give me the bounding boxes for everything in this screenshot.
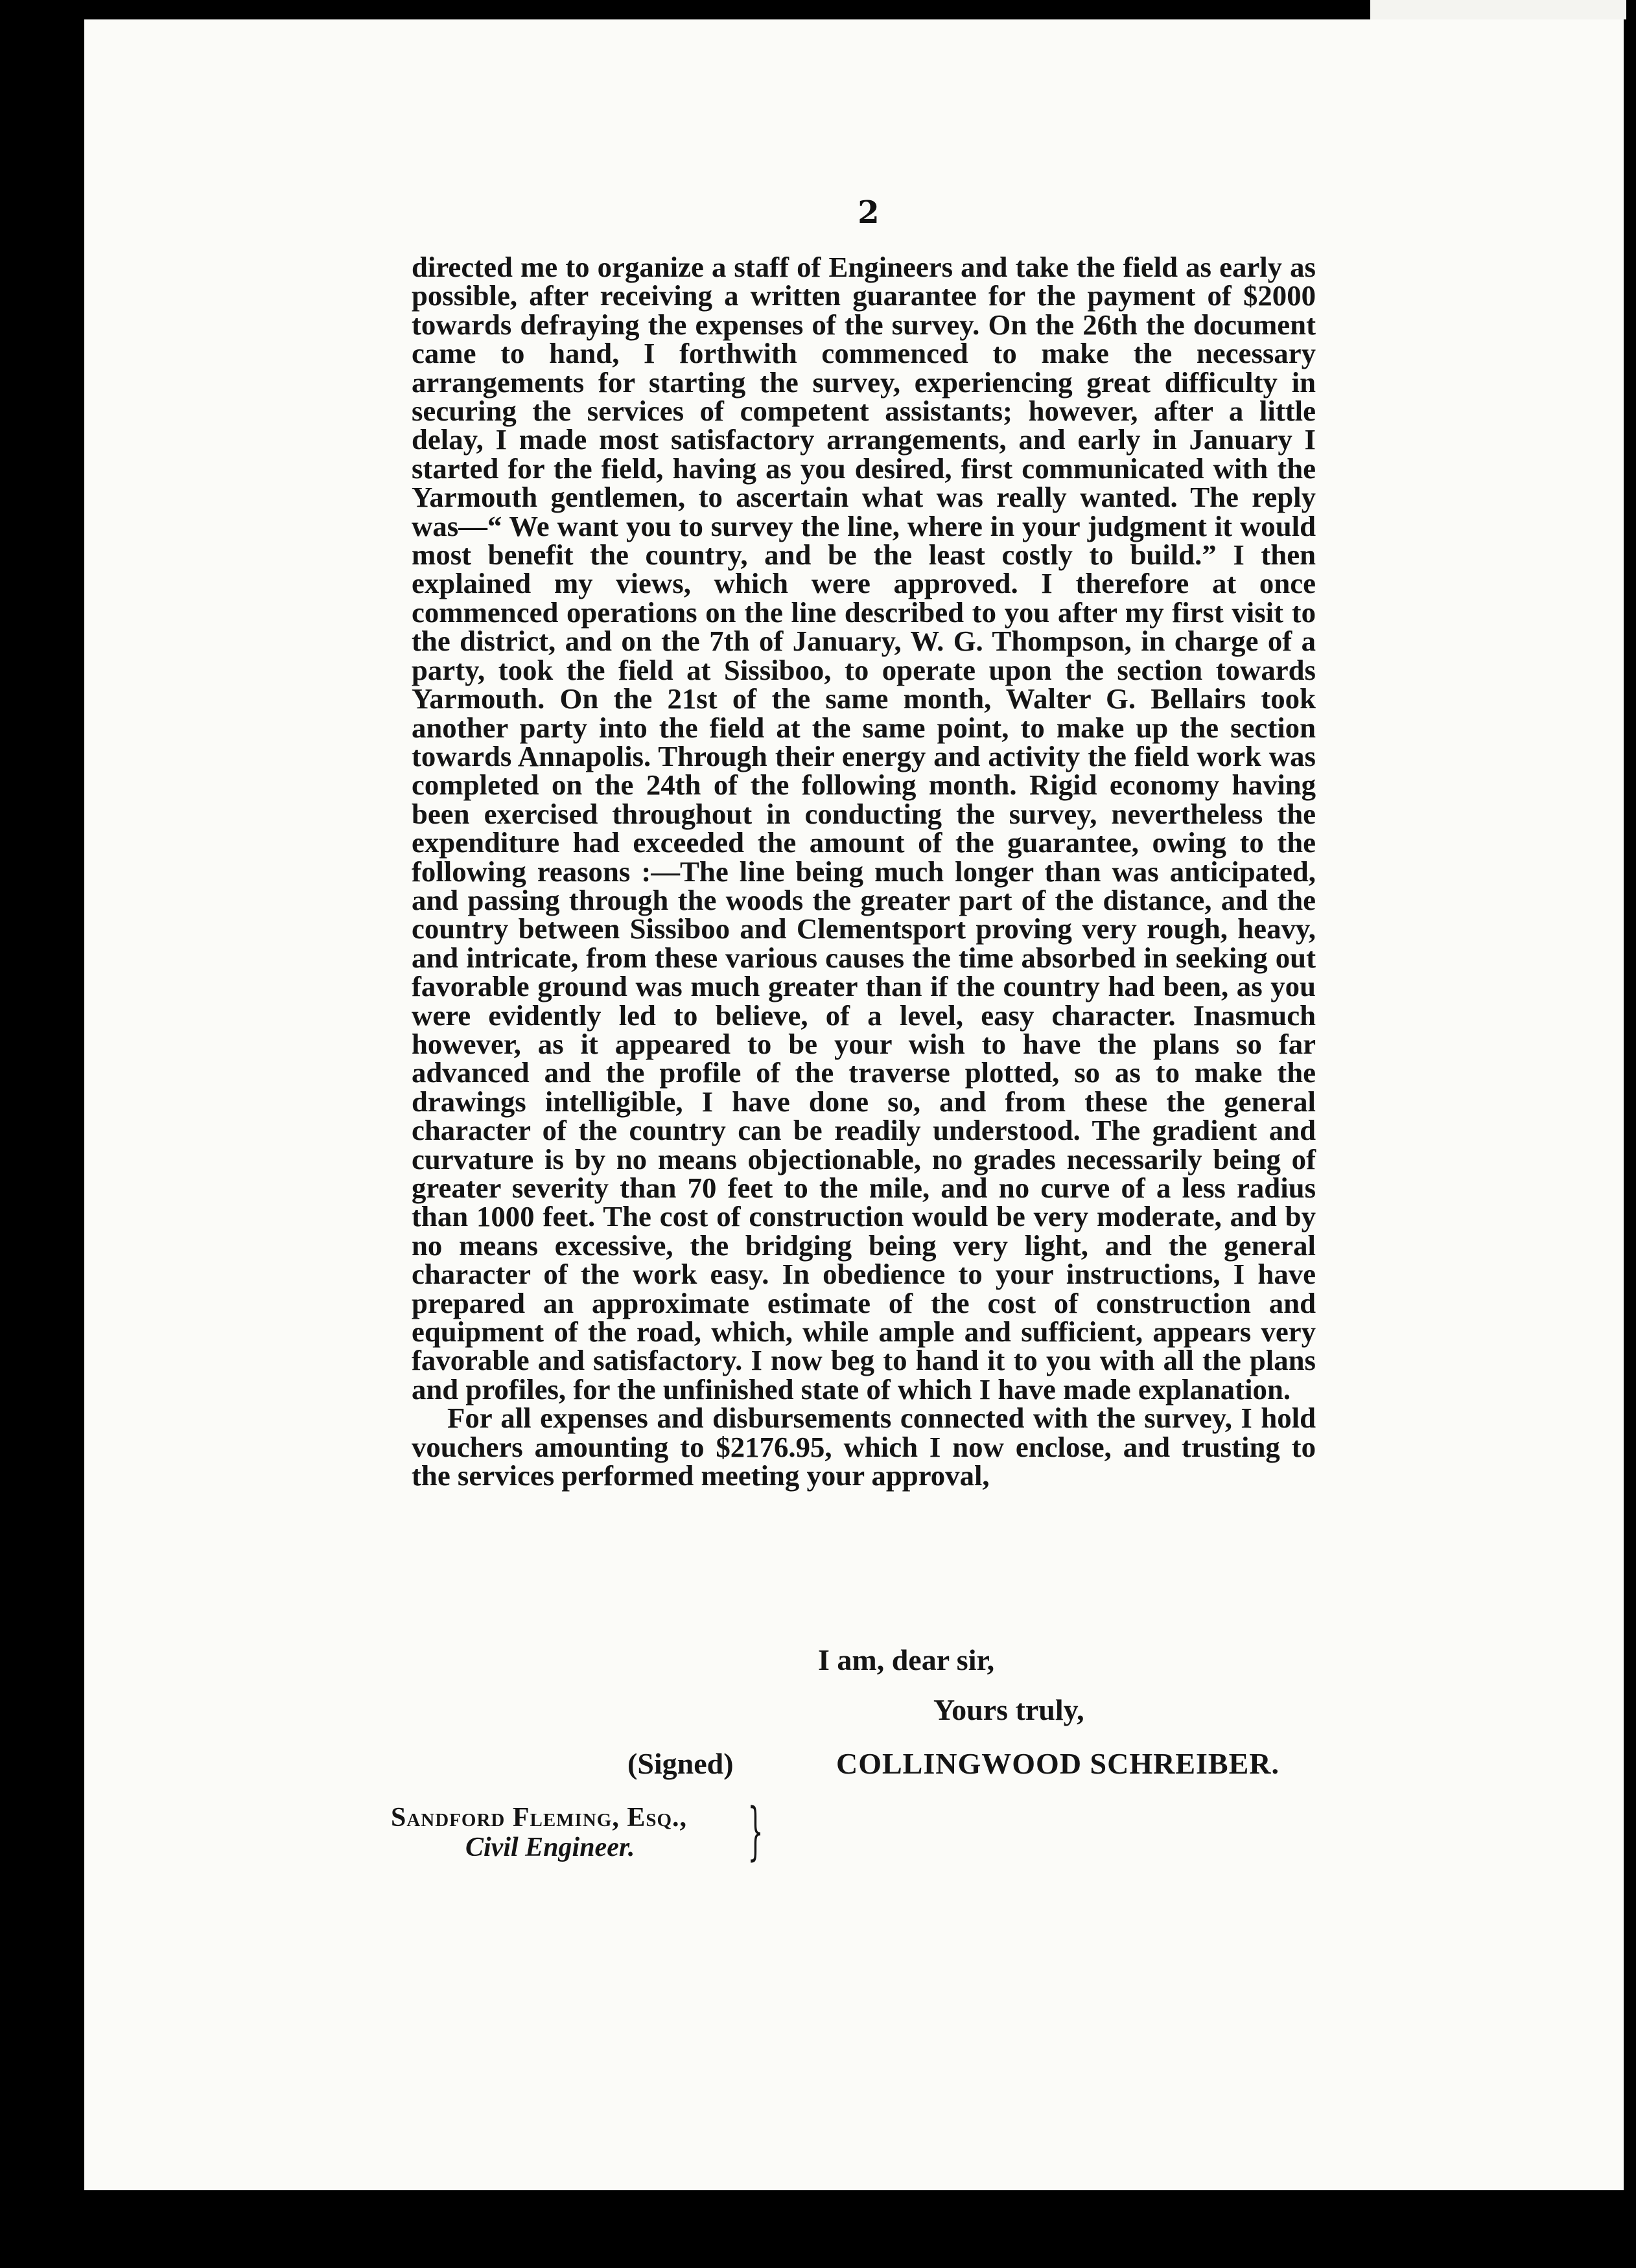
- addressee-block: [391, 1803, 687, 1862]
- signer-name: COLLINGWOOD SCHREIBER.: [836, 1747, 1280, 1780]
- page-number: 2: [858, 194, 880, 231]
- paragraph: For all expenses and disbursements connected with the survey, I hold vouchers amounting to $2176.95, which I now enclose, and trusting to the services performed meeting your approval,: [412, 1402, 1316, 1492]
- paragraph: directed me to organize a staff of Engineers and take the field as early as possible, after receiving a written guarantee for the payment of $2000 towards defraying the expenses of the survey. On the 26th the document came to hand, I forthwith commenced to make the necessary arrangements for starting the survey, experiencing great difficulty in securing the services of competent assistants; however, after a little delay, I made most satisfactory arrangements, and early in January I started for the field, having as you desired, first communicated with the Yarmouth gentlemen, to ascertain what was really wanted. The reply was—“ We want you to survey the line, where in your judgment it would most benefit the country, and be the least costly to build.” I then explained my views, which were approved. I therefore at once commenced operations on the line described to you after my first visit to the district, and on the 7th of January, W. G. Thompson, in charge of a party, took the field at Sissiboo, to operate upon the section towards Yarmouth. On the 21st of the same month, Walter G. Bellairs took another party into the field at the same point, to make up the section towards Annapolis. Through their energy and activity the field work was completed on the 24th of the following month. Rigid economy having been exercised throughout in conducting the survey, nevertheless the expenditure had exceeded the amount of the guarantee, owing to the following reasons :—The line being much longer than was anticipated, and passing through the woods the greater part of the distance, and the country between Sissiboo and Clementsport proving very rough, heavy, and intricate, from these various causes the time absorbed in seeking out favorable ground was much greater than if the country had been, as you were evidently led to believe, of a level, easy character. Inasmuch however, as it appeared to be your wish to have the plans so far advanced and the profile of the traverse plotted, so as to make the drawings intelligible, I have done so, and from these the general character of the country can be readily understood. The gradient and curvature is by no means objectionable, no grades necessarily being of greater severity than 70 feet to the mile, and no curve of a less radius than 1000 feet. The cost of construction would be very moderate, and by no means excessive, the bridging being very light, and the general character of the work easy. In obedience to your instructions, I have prepared an approximate estimate of the cost of construction and equipment of the road, which, while ample and sufficient, appears very favorable and satisfactory. I now beg to hand it to you with all the plans and profiles, for the unfinished state of which I have made explanation.: [412, 251, 1316, 1406]
- brace-icon: }: [747, 1795, 764, 1868]
- scan-border-right: [1624, 0, 1636, 2268]
- adjacent-page-edge: [1368, 0, 1626, 19]
- addressee-title: Civil Engineer.: [465, 1833, 635, 1862]
- salutation: I am, dear sir,: [818, 1643, 995, 1676]
- scan-border-left: [0, 0, 84, 2268]
- scan-border-bottom: [0, 2190, 1636, 2268]
- signed-note: (Signed): [627, 1747, 734, 1780]
- letter-body: [412, 253, 1316, 1490]
- complimentary-close: Yours truly,: [933, 1693, 1084, 1726]
- addressee-name: Sandford Fleming, Esq.,: [391, 1803, 688, 1833]
